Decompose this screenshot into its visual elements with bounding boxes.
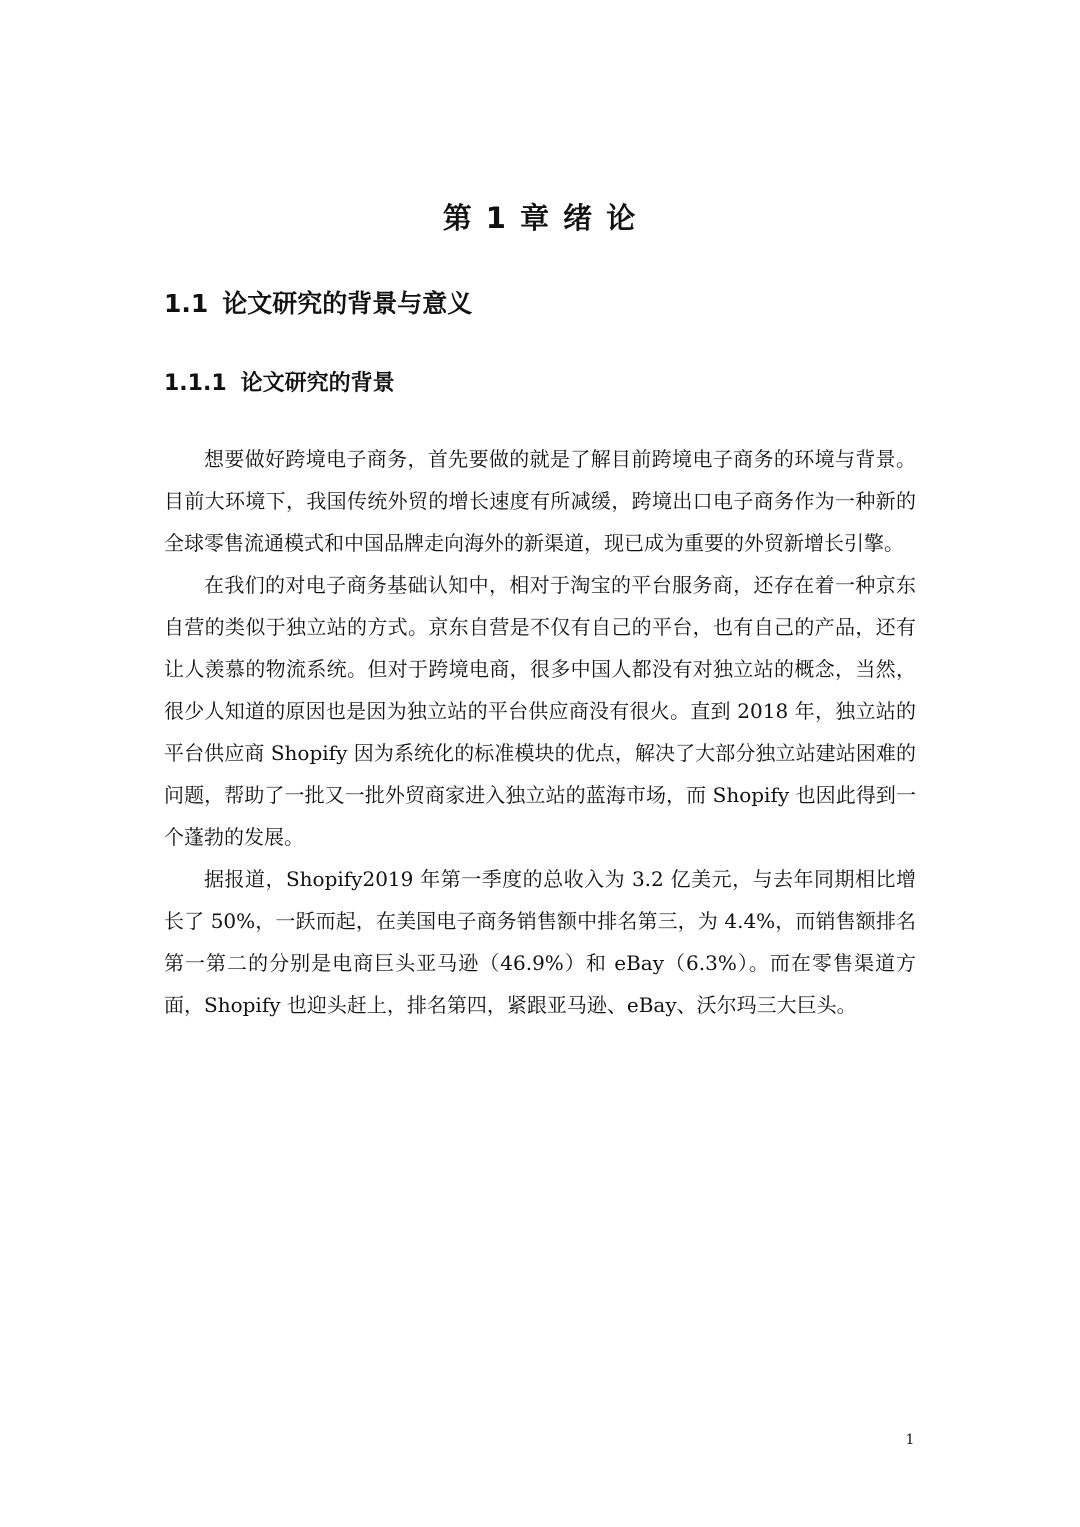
body-text: [164, 438, 916, 1026]
page-number: 1: [905, 1432, 915, 1448]
subsection-title-text: 论文研究的背景: [240, 371, 395, 396]
subsection-heading: [164, 366, 395, 402]
paragraph: 据报道，Shopify2019 年第一季度的总收入为 3.2 亿美元，与去年同期相比增长了 50%，一跃而起，在美国电子商务销售额中排名第三，为 4.4%，而销售额排名第一第二的分别是电商巨头亚马逊（46.9%）和 eBay（6.3%）。而在零售渠道方面，Shopify 也迎头赶上，排名第四，紧跟亚马逊、eBay、沃尔玛三大巨头。: [164, 867, 916, 1017]
subsection-number: 1.1.1: [164, 371, 227, 396]
section-number: 1.1: [164, 289, 209, 318]
section-heading: [164, 284, 472, 324]
chapter-title: 第 1 章 绪 论: [442, 201, 638, 235]
paragraph: 在我们的对电子商务基础认知中，相对于淘宝的平台服务商，还存在着一种京东自营的类似于独立站的方式。京东自营是不仅有自己的平台，也有自己的产品，还有让人羡慕的物流系统。但对于跨境电商，很多中国人都没有对独立站的概念，当然，很少人知道的原因也是因为独立站的平台供应商没有很火。直到 2018 年，独立站的平台供应商 Shopify 因为系统化的标准模块的优点，解决了大部分独立站建站困难的问题，帮助了一批又一批外贸商家进入独立站的蓝海市场，而 Shopify 也因此得到一个蓬勃的发展。: [164, 573, 916, 849]
paragraph: 想要做好跨境电子商务，首先要做的就是了解目前跨境电子商务的环境与背景。目前大环境下，我国传统外贸的增长速度有所减缓，跨境出口电子商务作为一种新的全球零售流通模式和中国品牌走向海外的新渠道，现已成为重要的外贸新增长引擎。: [164, 447, 916, 555]
section-title-text: 论文研究的背景与意义: [222, 289, 473, 318]
